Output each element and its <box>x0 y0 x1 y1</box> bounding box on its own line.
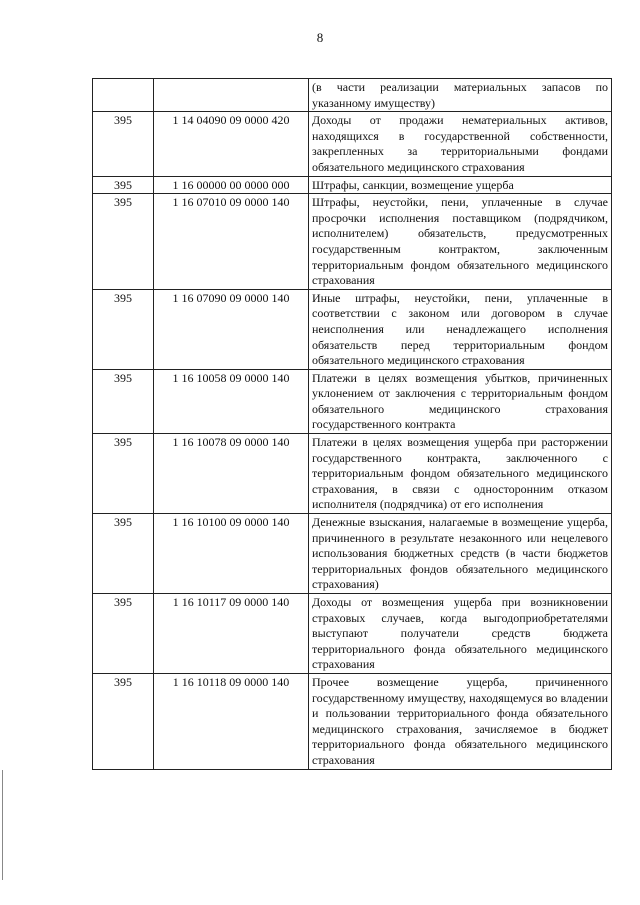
admin-code-cell: 395 <box>93 176 154 194</box>
scan-margin-line <box>2 770 3 880</box>
budget-codes-table <box>92 78 612 770</box>
table-row <box>93 369 612 433</box>
admin-code-cell: 395 <box>93 594 154 674</box>
table-row <box>93 514 612 594</box>
admin-code-cell: 395 <box>93 289 154 369</box>
income-name-cell: Штрафы, санкции, возмещение ущерба <box>309 176 612 194</box>
income-name-cell: Доходы от возмещения ущерба при возникновении страховых случаев, когда выгодоприобретателями выступают получатели средств бюджета территориального фонда обязательного медицинского страхования <box>309 594 612 674</box>
admin-code-cell: 395 <box>93 369 154 433</box>
table-row <box>93 434 612 514</box>
table-row <box>93 289 612 369</box>
table-row <box>93 673 612 769</box>
income-name-cell: Прочее возмещение ущерба, причиненного государственному имуществу, находящемуся во владении и пользовании территориального фонда обязательного медицинского страхования, зачисляемое в бюджет территориального фонда обязательного медицинского страхования <box>309 673 612 769</box>
budget-code-cell: 1 16 10078 09 0000 140 <box>154 434 309 514</box>
table-row <box>93 112 612 176</box>
budget-code-cell: 1 16 10058 09 0000 140 <box>154 369 309 433</box>
admin-code-cell: 395 <box>93 673 154 769</box>
budget-code-cell: 1 16 10100 09 0000 140 <box>154 514 309 594</box>
budget-code-cell: 1 14 04090 09 0000 420 <box>154 112 309 176</box>
budget-code-cell <box>154 79 309 112</box>
admin-code-cell: 395 <box>93 112 154 176</box>
admin-code-cell: 395 <box>93 514 154 594</box>
income-name-cell: Иные штрафы, неустойки, пени, уплаченные в соответствии с законом или договором в случае неисполнения или ненадлежащего исполнения обязательств перед территориальным фондом обязательного медицинского страхования <box>309 289 612 369</box>
income-name-cell: Доходы от продажи нематериальных активов, находящихся в государственной собственности, закрепленных за территориальными фондами обязательного медицинского страхования <box>309 112 612 176</box>
income-name-cell: Денежные взыскания, налагаемые в возмещение ущерба, причиненного в результате незаконного или нецелевого использования бюджетных средств (в части бюджетов территориальных фондов обязательного медицинского страхования) <box>309 514 612 594</box>
income-name-cell: Штрафы, неустойки, пени, уплаченные в случае просрочки исполнения поставщиком (подрядчиком, исполнителем) обязательств, предусмотренных государственным контрактом, заключенным территориальным фондом обязательного медицинского страхования <box>309 194 612 290</box>
budget-code-cell: 1 16 00000 00 0000 000 <box>154 176 309 194</box>
page-number: 8 <box>316 30 324 45</box>
budget-code-cell: 1 16 07010 09 0000 140 <box>154 194 309 290</box>
budget-code-cell: 1 16 10118 09 0000 140 <box>154 673 309 769</box>
income-name-cell: Платежи в целях возмещения убытков, причиненных уклонением от заключения с территориальным фондом обязательного медицинского страхования государственного контракта <box>309 369 612 433</box>
table-row <box>93 194 612 290</box>
income-name-cell: (в части реализации материальных запасов по указанному имуществу) <box>309 79 612 112</box>
budget-code-cell: 1 16 10117 09 0000 140 <box>154 594 309 674</box>
admin-code-cell: 395 <box>93 194 154 290</box>
income-name-cell: Платежи в целях возмещения ущерба при расторжении государственного контракта, заключенного с территориальным фондом обязательного медицинского страхования, в связи с односторонним отказом исполнителя (подрядчика) от его исполнения <box>309 434 612 514</box>
table-row <box>93 79 612 112</box>
table-row <box>93 594 612 674</box>
admin-code-cell: 395 <box>93 434 154 514</box>
budget-code-cell: 1 16 07090 09 0000 140 <box>154 289 309 369</box>
table-row <box>93 176 612 194</box>
admin-code-cell <box>93 79 154 112</box>
